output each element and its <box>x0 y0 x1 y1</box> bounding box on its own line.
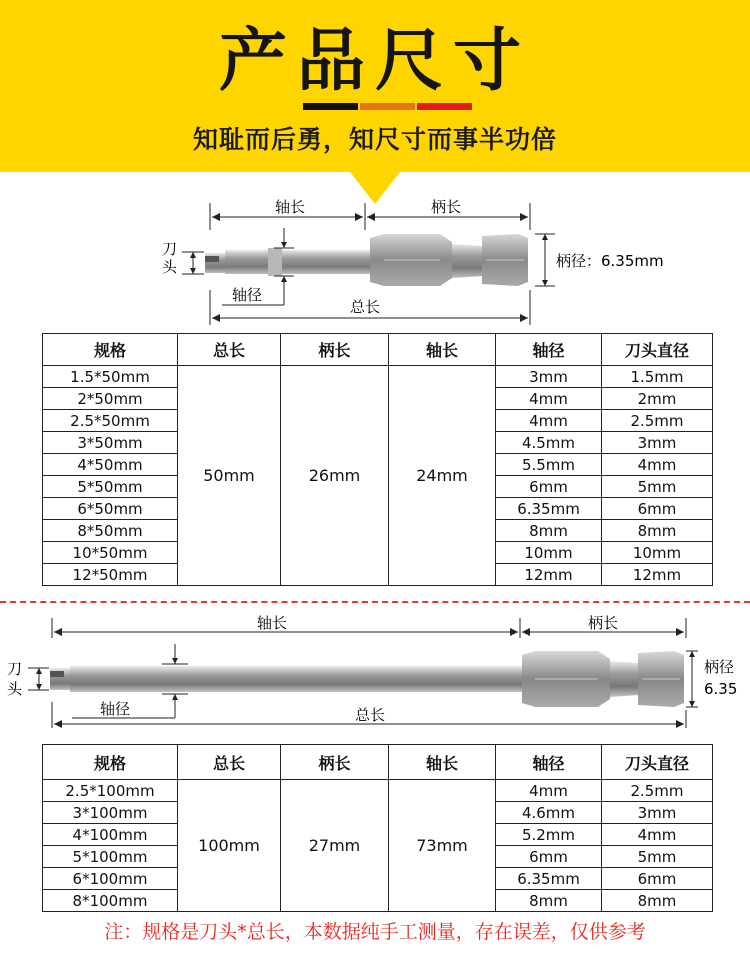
cell-spec: 12*50mm <box>43 564 178 586</box>
header-shaft-length: 轴长 <box>389 334 496 366</box>
shaft-length-label: 轴长 <box>256 614 288 632</box>
cell-total-length: 50mm <box>178 366 281 586</box>
header-total-length: 总长 <box>178 334 281 366</box>
cell-shaft-diameter: 4mm <box>496 410 602 432</box>
cell-spec: 4*100mm <box>43 824 178 846</box>
cell-spec: 3*50mm <box>43 432 178 454</box>
cell-tip-diameter: 5mm <box>602 846 713 868</box>
cell-shaft-diameter: 8mm <box>496 890 602 912</box>
cell-shank-length: 27mm <box>281 780 389 912</box>
shank-diameter-label-line2: 6.35 <box>704 680 738 698</box>
cell-spec: 10*50mm <box>43 542 178 564</box>
header-shank-length: 柄长 <box>281 745 389 780</box>
cell-tip-diameter: 1.5mm <box>602 366 713 388</box>
shank-length-label: 柄长 <box>587 614 619 632</box>
header-shaft-length: 轴长 <box>389 745 496 780</box>
total-length-label: 总长 <box>349 298 381 316</box>
page-title: 产品尺寸 <box>218 22 531 101</box>
cell-spec: 6*50mm <box>43 498 178 520</box>
total-length-label: 总长 <box>354 706 386 724</box>
cell-shaft-length: 73mm <box>389 780 496 912</box>
cell-shaft-diameter: 4.5mm <box>496 432 602 454</box>
cell-shaft-diameter: 5.5mm <box>496 454 602 476</box>
cell-spec: 1.5*50mm <box>43 366 178 388</box>
cell-shaft-diameter: 4.6mm <box>496 802 602 824</box>
header-tip-diameter: 刀头直径 <box>602 334 713 366</box>
cell-tip-diameter: 5mm <box>602 476 713 498</box>
cell-shaft-diameter: 5.2mm <box>496 824 602 846</box>
header-total-length: 总长 <box>178 745 281 780</box>
cell-shaft-diameter: 6.35mm <box>496 868 602 890</box>
cell-spec: 5*100mm <box>43 846 178 868</box>
header-spec: 规格 <box>43 745 178 780</box>
cell-shaft-diameter: 8mm <box>496 520 602 542</box>
table-row <box>43 780 713 802</box>
cell-spec: 3*100mm <box>43 802 178 824</box>
shaft-length-label: 轴长 <box>274 198 306 216</box>
disclaimer-note: 注：规格是刀头*总长，本数据纯手工测量，存在误差，仅供参考 <box>104 921 646 943</box>
short-bit-spec-table <box>42 333 713 586</box>
cell-spec: 2*50mm <box>43 388 178 410</box>
cell-shaft-diameter: 6mm <box>496 476 602 498</box>
shaft-diameter-label: 轴径 <box>100 700 131 718</box>
tip-label-line1: 刀 <box>7 660 23 678</box>
cell-tip-diameter: 12mm <box>602 564 713 586</box>
header-shaft-diameter: 轴径 <box>496 745 602 780</box>
accent-bar-orange <box>360 103 415 110</box>
table-row <box>43 366 713 388</box>
cell-tip-diameter: 8mm <box>602 890 713 912</box>
shank-length-label: 柄长 <box>430 198 462 216</box>
cell-spec: 8*100mm <box>43 890 178 912</box>
cell-shaft-diameter: 6.35mm <box>496 498 602 520</box>
shank-diameter-label-line1: 柄径 <box>704 658 735 676</box>
table-header-row <box>43 334 713 366</box>
page-subtitle: 知耻而后勇，知尺寸而事半功倍 <box>192 125 557 154</box>
header-shank-length: 柄长 <box>281 334 389 366</box>
cell-shaft-diameter: 6mm <box>496 846 602 868</box>
cell-tip-diameter: 6mm <box>602 868 713 890</box>
tip-label-line1: 刀 <box>162 240 178 258</box>
header-spec: 规格 <box>43 334 178 366</box>
header-tip-diameter: 刀头直径 <box>602 745 713 780</box>
cell-tip-diameter: 4mm <box>602 454 713 476</box>
tip-label-line2: 头 <box>162 258 178 276</box>
cell-tip-diameter: 2.5mm <box>602 410 713 432</box>
bit-shaft <box>70 666 525 692</box>
cell-tip-diameter: 10mm <box>602 542 713 564</box>
accent-bar-black <box>303 103 358 110</box>
section-divider <box>0 601 750 603</box>
cell-shaft-diameter: 12mm <box>496 564 602 586</box>
cell-spec: 5*50mm <box>43 476 178 498</box>
short-bit-diagram <box>0 190 750 330</box>
cell-shank-length: 26mm <box>281 366 389 586</box>
accent-bar-red <box>417 103 472 110</box>
long-bit-spec-table <box>42 744 713 912</box>
cell-shaft-diameter: 4mm <box>496 388 602 410</box>
cell-shaft-diameter: 3mm <box>496 366 602 388</box>
header-shaft-diameter: 轴径 <box>496 334 602 366</box>
cell-tip-diameter: 6mm <box>602 498 713 520</box>
cell-spec: 6*100mm <box>43 868 178 890</box>
cell-tip-diameter: 3mm <box>602 432 713 454</box>
bit-shaft <box>225 250 370 274</box>
long-bit-diagram <box>0 610 750 742</box>
cell-tip-diameter: 2mm <box>602 388 713 410</box>
cell-tip-diameter: 8mm <box>602 520 713 542</box>
tip-label-line2: 头 <box>7 680 23 698</box>
cell-shaft-length: 24mm <box>389 366 496 586</box>
cell-spec: 4*50mm <box>43 454 178 476</box>
cell-tip-diameter: 3mm <box>602 802 713 824</box>
cell-spec: 8*50mm <box>43 520 178 542</box>
table-header-row <box>43 745 713 780</box>
cell-tip-diameter: 4mm <box>602 824 713 846</box>
cell-spec: 2.5*50mm <box>43 410 178 432</box>
cell-shaft-diameter: 4mm <box>496 780 602 802</box>
shaft-diameter-label: 轴径 <box>232 286 263 304</box>
cell-total-length: 100mm <box>178 780 281 912</box>
shank-diameter-label: 柄径：6.35mm <box>556 252 664 270</box>
cell-spec: 2.5*100mm <box>43 780 178 802</box>
cell-tip-diameter: 2.5mm <box>602 780 713 802</box>
cell-shaft-diameter: 10mm <box>496 542 602 564</box>
